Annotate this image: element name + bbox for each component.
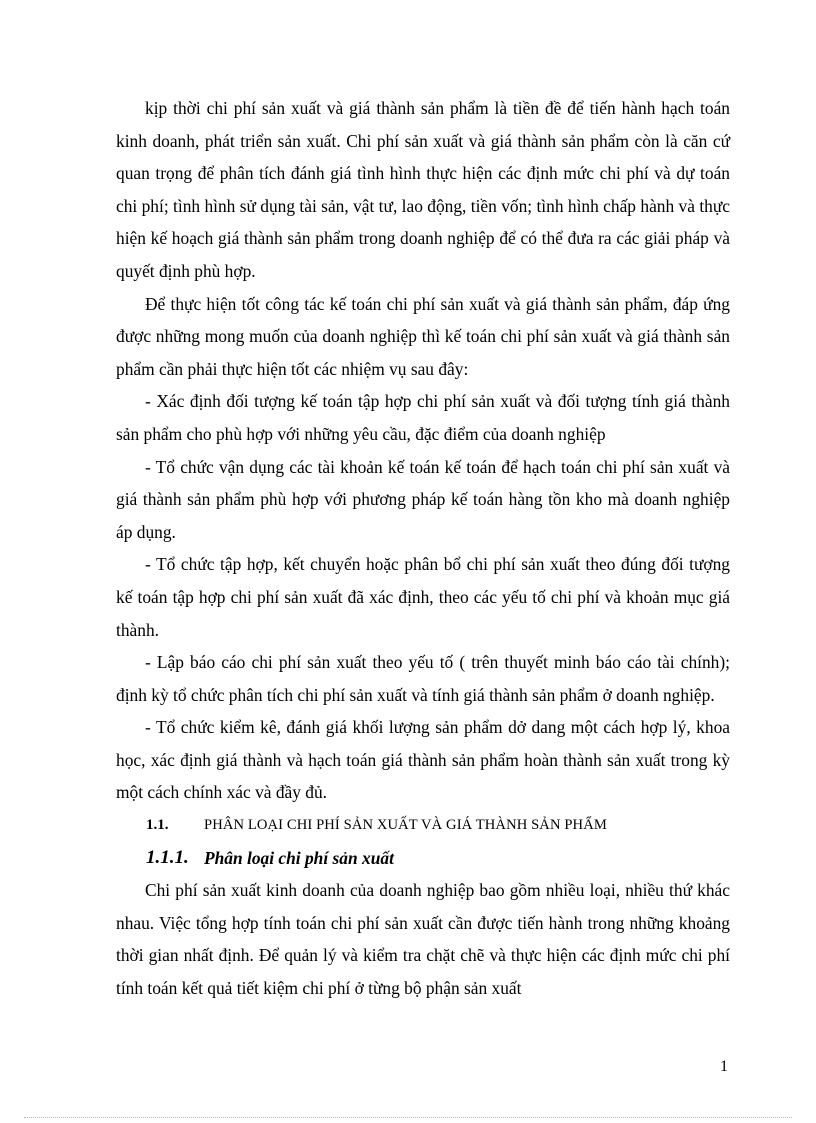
list-item-task-3: - Tổ chức tập hợp, kết chuyển hoặc phân bổ chi phí sản xuất theo đúng đối tượng kế toán tập hợp chi phí sản xuất đã xác định, theo các yếu tố chi phí và khoản mục giá thành. bbox=[116, 554, 730, 640]
page-content bbox=[116, 92, 730, 1005]
section-number: 1.1. bbox=[146, 817, 169, 834]
list-item-task-5: - Tổ chức kiểm kê, đánh giá khối lượng sản phẩm dở dang một cách hợp lý, khoa học, xác định giá thành và hạch toán giá thành sản phẩm hoàn thành sản xuất trong kỳ một cách chính xác và đầy đủ. bbox=[116, 717, 730, 803]
list-item-task-1: - Xác định đối tượng kế toán tập hợp chi phí sản xuất và đối tượng tính giá thành sản phẩm cho phù hợp với những yêu cầu, đặc điểm của doanh nghiệp bbox=[116, 391, 730, 444]
paragraph-classification: Chi phí sản xuất kinh doanh của doanh nghiệp bao gồm nhiều loại, nhiều thứ khác nhau. Việc tổng hợp tính toán chi phí sản xuất cần được tiến hành trong những khoảng thời gian nhất định. Để quản lý và kiểm tra chặt chẽ và thực hiện các định mức chi phí tính toán kết quả tiết kiệm chi phí ở từng bộ phận sản xuất bbox=[116, 880, 730, 999]
paragraph-intro: kịp thời chi phí sản xuất và giá thành sản phẩm là tiền đề để tiến hành hạch toán kinh doanh, phát triển sản xuất. Chi phí sản xuất và giá thành sản phẩm còn là căn cứ quan trọng để phân tích đánh giá tình hình thực hiện các định mức chi phí và dự toán chi phí; tình hình sử dụng tài sản, vật tư, lao động, tiền vốn; tình hình chấp hành và thực hiện kế hoạch giá thành sản phẩm trong doanh nghiệp để có thể đưa ra các giải pháp và quyết định phù hợp. bbox=[116, 98, 730, 281]
list-item-task-4: - Lập báo cáo chi phí sản xuất theo yếu tố ( trên thuyết minh báo cáo tài chính); định kỳ tổ chức phân tích chi phí sản xuất và tính giá thành sản phẩm ở doanh nghiệp. bbox=[116, 652, 730, 705]
page-number: 1 bbox=[720, 1058, 728, 1075]
page-bottom-divider bbox=[24, 1117, 792, 1118]
list-item-task-2: - Tổ chức vận dụng các tài khoản kế toán kế toán để hạch toán chi phí sản xuất và giá thành sản phẩm phù hợp với phương pháp kế toán hàng tồn kho mà doanh nghiệp áp dụng. bbox=[116, 456, 730, 542]
section-heading-1-1 bbox=[116, 809, 730, 842]
subsection-title: Phân loại chi phí sản xuất bbox=[204, 847, 394, 868]
section-title: PHÂN LOẠI CHI PHÍ SẢN XUẤT VÀ GIÁ THÀNH SẢN PHẨM bbox=[204, 817, 607, 834]
section-heading-1-1-1 bbox=[116, 842, 730, 875]
subsection-number: 1.1.1. bbox=[146, 846, 189, 868]
paragraph-tasks-lead: Để thực hiện tốt công tác kế toán chi phí sản xuất và giá thành sản phẩm, đáp ứng được những mong muốn của doanh nghiệp thì kế toán chi phí sản xuất và giá thành sản phẩm cần phải thực hiện tốt các nhiệm vụ sau đây: bbox=[116, 293, 730, 379]
